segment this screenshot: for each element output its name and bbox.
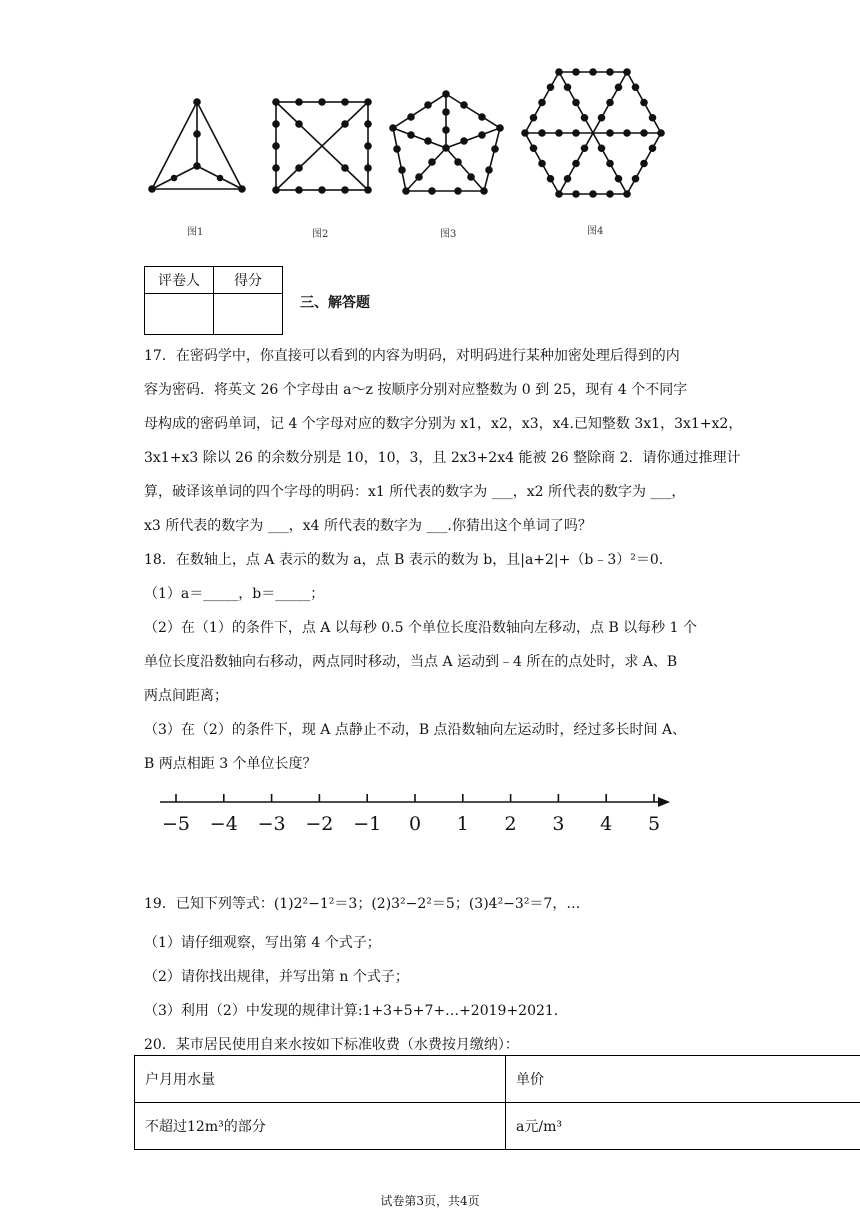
q19-line-1: 19．已知下列等式：(1)2²−1²＝3；(2)3²−2²＝5；(3)4²−3²＝7，… [144, 896, 581, 912]
hexagon-dot [539, 100, 545, 106]
hexagon-dot [565, 84, 571, 90]
hexagon-dot [616, 176, 622, 182]
number-line-label: 5 [647, 813, 661, 835]
figure-4-caption: 图4 [587, 226, 604, 237]
number-line-label: 3 [552, 813, 565, 835]
grader-header: 评卷人 [145, 267, 214, 294]
number-line-label: −5 [161, 813, 191, 835]
figures-svg [0, 60, 860, 250]
number-line-svg [150, 780, 680, 840]
hexagon-dot [590, 191, 596, 197]
hexagon-dot [556, 69, 562, 75]
number-line-label: 4 [600, 813, 613, 835]
figure-4-hexagon [522, 69, 664, 197]
score-table [144, 266, 283, 335]
number-line-label: −1 [353, 813, 382, 835]
hexagon-dot [607, 161, 613, 167]
hexagon-dot [573, 100, 579, 106]
q19-line-2: （1）请仔细观察，写出第 4 个式子； [144, 935, 381, 951]
hexagon-dot [556, 130, 562, 136]
hexagon-dot [633, 84, 639, 90]
number-line-label: −3 [257, 813, 286, 835]
score-header: 得分 [214, 267, 283, 294]
hexagon-dot [607, 130, 613, 136]
hexagon-dot [641, 130, 647, 136]
figure-row [0, 60, 860, 250]
hexagon-dot [599, 145, 605, 151]
q18-line-6: （3）在（2）的条件下，现 A 点静止不动，B 点沿数轴向左运动时，经过多长时间 A、 [144, 722, 687, 738]
hexagon-dot [658, 130, 664, 136]
hexagon-dot [522, 130, 528, 136]
q17-line-6: x3 所代表的数字为 ___，x4 所代表的数字为 ___.你猜出这个单词了吗？ [144, 518, 592, 534]
hexagon-dot [582, 115, 588, 121]
hexagon-dot [539, 161, 545, 167]
hexagon-dot [641, 161, 647, 167]
water-fee-header-usage: 户月用水量 [135, 1056, 506, 1103]
figure-2-caption: 图2 [312, 229, 329, 240]
hexagon-dot [599, 115, 605, 121]
hexagon-dot [607, 100, 613, 106]
page-footer: 试卷第3页，共4页 [380, 1194, 480, 1208]
water-fee-row-usage: 不超过12m³的部分 [135, 1103, 506, 1150]
figure-1-triangle [149, 99, 245, 192]
hexagon-dot [607, 69, 613, 75]
water-fee-row-price: a元/m³ [506, 1103, 860, 1150]
hexagon-dot [573, 161, 579, 167]
q18-line-3: （2）在（1）的条件下，点 A 以每秒 0.5 个单位长度沿数轴向左移动，点 B 以每秒 1 个 [144, 620, 697, 636]
hexagon-dot [573, 69, 579, 75]
number-line [150, 780, 680, 840]
hexagon-dot [539, 130, 545, 136]
number-line-label: −4 [209, 813, 238, 835]
q17-line-2: 容为密码．将英文 26 个字母由 a～z 按顺序分别对应整数为 0 到 25，现有 4 个不同字 [144, 382, 688, 398]
hexagon-dot [548, 176, 554, 182]
number-line-label: 1 [456, 813, 469, 835]
number-line-label: 0 [408, 813, 422, 835]
water-fee-table [134, 1055, 860, 1150]
water-fee-header-price: 单价 [506, 1056, 860, 1103]
hexagon-dot [531, 145, 537, 151]
hexagon-dot [573, 130, 579, 136]
hexagon-dot [650, 145, 656, 151]
number-line-label: 2 [504, 813, 517, 835]
hexagon-dot [582, 145, 588, 151]
q17-line-1: 17．在密码学中，你直接可以看到的内容为明码，对明码进行某种加密处理后得到的内 [144, 348, 680, 364]
hexagon-dot [624, 69, 630, 75]
q18-line-5: 两点间距离； [144, 688, 228, 704]
section-title: 三、解答题 [300, 295, 370, 311]
score-cell [214, 294, 283, 335]
hexagon-dot [607, 191, 613, 197]
q18-line-4: 单位长度沿数轴向右移动，两点同时移动，当点 A 运动到﹣4 所在的点处时，求 A、B [144, 654, 678, 670]
q18-line-2: （1）a＝_____，b＝_____； [144, 586, 325, 602]
q20-intro: 20．某市居民使用自来水按如下标准收费（水费按月缴纳）： [144, 1037, 519, 1053]
hexagon-dot [650, 115, 656, 121]
figure-3-pentagon [390, 91, 503, 194]
q17-line-3: 母构成的密码单词，记 4 个字母对应的数字分别为 x1，x2，x3，x4.已知整数 3x1，3x1+x2， [144, 416, 743, 432]
figure-1-caption: 图1 [187, 227, 204, 238]
hexagon-dot [616, 84, 622, 90]
q17-line-5: 算，破译该单词的四个字母的明码：x1 所代表的数字为 ___，x2 所代表的数字为 ___， [144, 484, 686, 500]
hexagon-dot [548, 84, 554, 90]
figure-2-square [273, 99, 371, 193]
number-line-label: −2 [305, 813, 334, 835]
figure-3-caption: 图3 [440, 229, 457, 240]
q18-line-7: B 两点相距 3 个单位长度？ [144, 756, 317, 772]
q19-line-3: （2）请你找出规律，并写出第 n 个式子； [144, 969, 409, 985]
hexagon-dot [531, 115, 537, 121]
hexagon-dot [565, 176, 571, 182]
hexagon-dot [590, 69, 596, 75]
q18-line-1: 18．在数轴上，点 A 表示的数为 a，点 B 表示的数为 b，且|a+2|+（b﹣3）²＝0. [144, 552, 664, 568]
hexagon-dot [624, 130, 630, 136]
hexagon-dot [633, 176, 639, 182]
hexagon-dot [556, 191, 562, 197]
q19-line-4: （3）利用（2）中发现的规律计算:1+3+5+7+…+2019+2021． [144, 1003, 568, 1019]
hexagon-dot [641, 100, 647, 106]
hexagon-dot [573, 191, 579, 197]
grader-cell [145, 294, 214, 335]
q17-line-4: 3x1+x3 除以 26 的余数分别是 10，10，3，且 2x3+2x4 能被 26 整除商 2．请你通过推理计 [144, 450, 741, 466]
hexagon-dot [624, 191, 630, 197]
